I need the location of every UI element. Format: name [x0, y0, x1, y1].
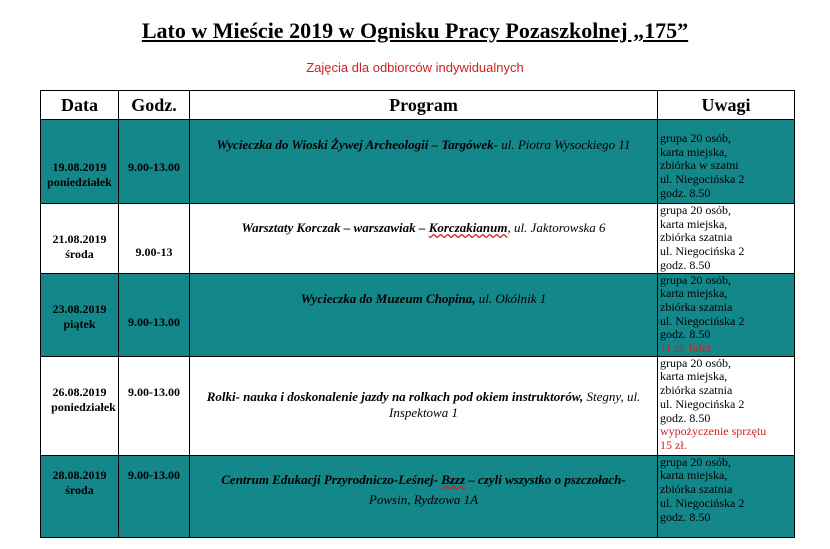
table-row [41, 356, 795, 455]
note-line: grupa 20 osób, [660, 203, 731, 217]
note-line: ul. Niegocińska 2 [660, 495, 745, 510]
time-value: 9.00-13 [135, 245, 173, 259]
time-value: 9.00-13.00 [128, 467, 180, 482]
note-line: zbiórka w szatni [660, 158, 739, 173]
program-location: Powsin, Rydzowa 1A [368, 491, 479, 507]
note-line: godz. 8.50 [660, 327, 711, 342]
program-title: Warsztaty Korczak – warszawiak – [241, 220, 429, 235]
note-line: godz. 8.50 [660, 509, 711, 524]
time-cell [119, 120, 190, 204]
notes-cell [658, 120, 795, 204]
date-cell [41, 455, 119, 537]
date-cell [41, 120, 119, 204]
program-title: Rolki- nauka i doskonalenie jazdy na rolkach pod okiem instruktorów, [206, 388, 584, 404]
date-cell [41, 273, 119, 356]
program-title: Wycieczka do Muzeum Chopina, [300, 290, 476, 306]
note-line: grupa 20 osób, [660, 272, 731, 287]
page-title: Lato w Mieście 2019 w Ognisku Pracy Pozaszkolnej „175” [141, 18, 689, 43]
table-row [41, 204, 795, 274]
note-line: karta miejska, [660, 144, 728, 159]
day-value: piątek [63, 316, 96, 331]
program-cell [190, 273, 658, 356]
program-cell [190, 356, 658, 455]
note-line: ul. Niegocińska 2 [660, 396, 745, 411]
table-header-row [41, 91, 795, 120]
note-line: grupa 20 osób, [660, 454, 731, 469]
program-cell [190, 204, 658, 274]
note-line: grupa 20 osób, [660, 131, 731, 145]
time-value: 9.00-13.00 [128, 314, 180, 329]
note-line: karta miejska, [660, 369, 728, 384]
program-title-cont: – czyli wszystko o pszczołach- [465, 471, 626, 487]
notes-cell [658, 356, 795, 455]
time-cell [119, 273, 190, 356]
page-subtitle: Zajęcia dla odbiorców indywidualnych [306, 60, 524, 75]
note-line: zbiórka szatnia [660, 299, 733, 314]
header-time: Godz. [119, 91, 190, 120]
program-title-highlight: Bzzz [441, 471, 466, 487]
notes-cell [658, 455, 795, 537]
note-line: godz. 8.50 [660, 185, 711, 200]
note-line: ul. Niegocińska 2 [660, 172, 745, 187]
time-cell [119, 204, 190, 274]
note-line: godz. 8.50 [660, 410, 711, 425]
note-line-highlight: 11 zł. bilet [660, 341, 711, 356]
header-date: Data [41, 91, 119, 120]
schedule-table [40, 90, 795, 538]
date-value: 26.08.2019 [52, 384, 107, 399]
note-line: karta miejska, [660, 216, 728, 231]
note-line: ul. Niegocińska 2 [660, 313, 745, 328]
program-location: Stegny, ul. Inspektowa 1 [389, 388, 641, 420]
day-value: środa [65, 482, 94, 497]
note-line-highlight: wypożyczenie sprzętu [660, 424, 767, 439]
program-cell [190, 120, 658, 204]
note-line: zbiórka szatnia [660, 482, 733, 497]
day-value: poniedziałek [47, 175, 112, 189]
notes-cell [658, 204, 795, 274]
date-cell [41, 356, 119, 455]
note-line: zbiórka szatnia [660, 230, 733, 245]
program-location: , ul. Jaktorowska 6 [507, 220, 606, 235]
time-value: 9.00-13.00 [128, 384, 180, 399]
time-cell [119, 455, 190, 537]
program-location: ul. Okólnik 1 [475, 290, 547, 306]
header-notes: Uwagi [658, 91, 795, 120]
day-value: środa [65, 247, 94, 261]
date-value: 19.08.2019 [52, 160, 107, 174]
program-title: Wycieczka do Wioski Żywej Archeologii – Targówek [216, 137, 494, 152]
note-line: godz. 8.50 [660, 257, 711, 272]
date-value: 28.08.2019 [52, 467, 107, 482]
date-value: 21.08.2019 [52, 232, 107, 246]
table-row [41, 273, 795, 356]
note-line: karta miejska, [660, 468, 728, 483]
program-cell [190, 455, 658, 537]
date-cell [41, 204, 119, 274]
header-program: Program [190, 91, 658, 120]
note-line: ul. Niegocińska 2 [660, 244, 745, 259]
notes-cell [658, 273, 795, 356]
program-title: Centrum Edukacji Przyrodniczo-Leśnej- [221, 471, 442, 487]
table-row [41, 120, 795, 204]
time-value: 9.00-13.00 [128, 160, 180, 174]
date-value: 23.08.2019 [52, 301, 107, 316]
note-line: karta miejska, [660, 286, 728, 301]
note-line-highlight: 15 zł. [660, 437, 687, 452]
program-location: - ul. Piotra Wysockiego 11 [493, 137, 631, 152]
day-value: poniedziałek [51, 399, 116, 414]
program-title-highlight: Korczakianum [428, 220, 508, 235]
time-cell [119, 356, 190, 455]
table-row [41, 455, 795, 537]
note-line: zbiórka szatnia [660, 383, 733, 398]
note-line: grupa 20 osób, [660, 355, 731, 370]
